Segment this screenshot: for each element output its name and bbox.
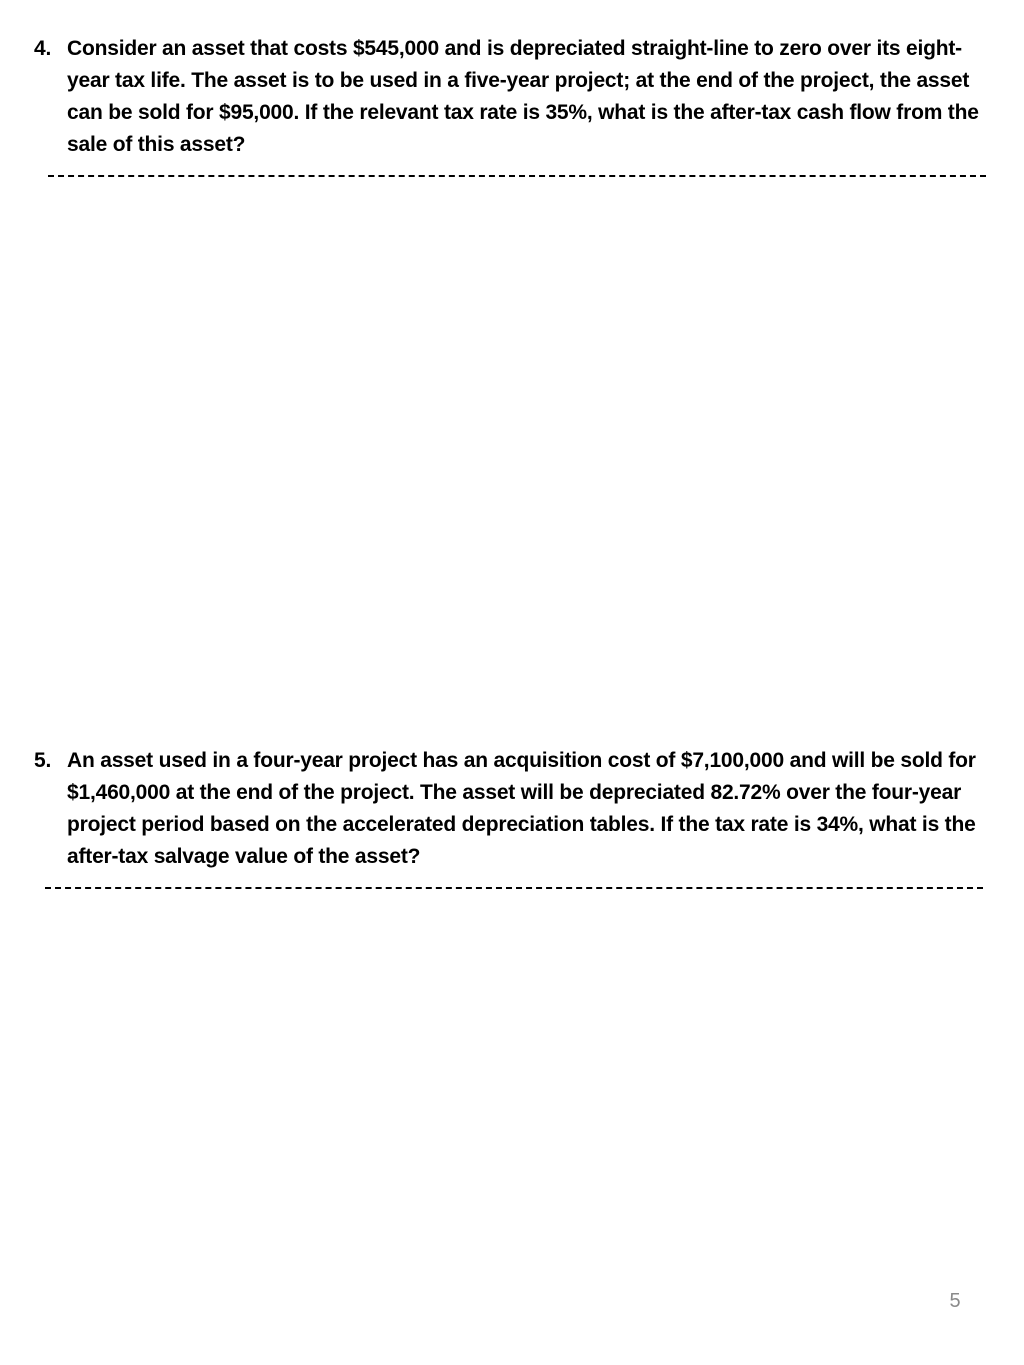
answer-divider-5 [45, 887, 983, 889]
question-4 [34, 33, 979, 161]
question-4-text: Consider an asset that costs $545,000 and is depreciated straight-line to zero over its eight-year tax life. The asset is to be used in a five-year project; at the end of the project, the asset can be sold for $95,000. If the relevant tax rate is 35%, what is the after-tax cash flow from the sale of this asset? [67, 37, 979, 156]
question-5 [34, 745, 979, 873]
page-number: 5 [949, 1290, 961, 1312]
question-4-number: 4. [34, 37, 52, 60]
question-5-text: An asset used in a four-year project has an acquisition cost of $7,100,000 and will be sold for $1,460,000 at the end of the project. The asset will be depreciated 82.72% over the four-year project period based on the accelerated depreciation tables. If the tax rate is 34%, what is the after-tax salvage value of the asset? [67, 749, 976, 868]
question-5-number: 5. [34, 749, 52, 772]
answer-divider-4 [48, 175, 986, 177]
